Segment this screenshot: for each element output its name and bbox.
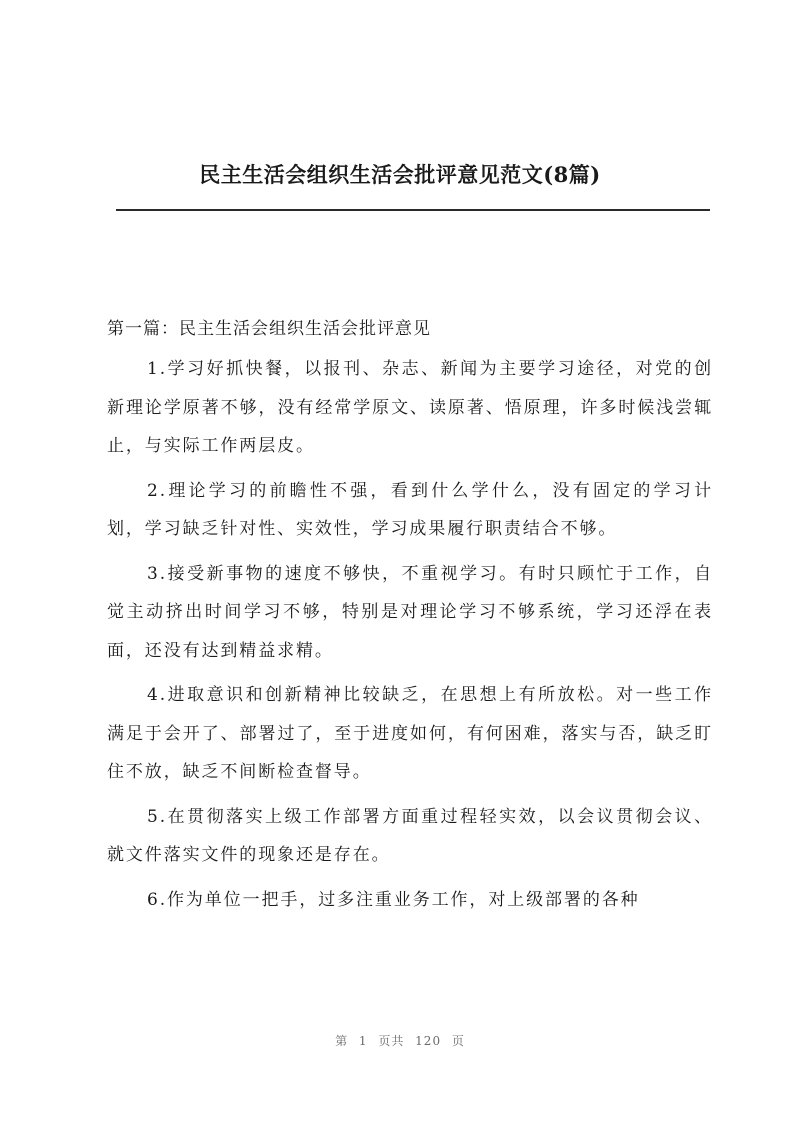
paragraph-3: 3.接受新事物的速度不够快，不重视学习。有时只顾忙于工作，自觉主动挤出时间学习不够，特别是对理论学习不够系统，学习还浮在表面，还没有达到精益求精。 <box>107 563 713 661</box>
paragraph-5: 5.在贯彻落实上级工作部署方面重过程轻实效，以会议贯彻会议、就文件落实文件的现象还是存在。 <box>107 806 713 865</box>
section-heading: 第一篇：民主生活会组织生活会批评意见 <box>107 319 431 339</box>
paragraph-2: 2.理论学习的前瞻性不强，看到什么学什么，没有固定的学习计划，学习缺乏针对性、实效性，学习成果履行职责结合不够。 <box>107 480 713 539</box>
paragraph-6: 6.作为单位一把手，过多注重业务工作，对上级部署的各种 <box>147 889 640 910</box>
paragraph-1: 1.学习好抓快餐，以报刊、杂志、新闻为主要学习途径，对党的创新理论学原著不够，没有经常学原文、读原著、悟原理，许多时候浅尝辄止，与实际工作两层皮。 <box>107 359 713 456</box>
document-title: 民主生活会组织生活会批评意见范文(8篇) <box>199 162 601 187</box>
paragraph-4: 4.进取意识和创新精神比较缺乏，在思想上有所放松。对一些工作满足于会开了、部署过了，至于进度如何，有何困难，落实与否，缺乏盯住不放，缺乏不间断检查督导。 <box>107 685 713 782</box>
page-number-footer: 第 1 页共 120 页 <box>335 1034 465 1048</box>
document-body <box>107 312 713 925</box>
title-divider <box>116 209 710 211</box>
